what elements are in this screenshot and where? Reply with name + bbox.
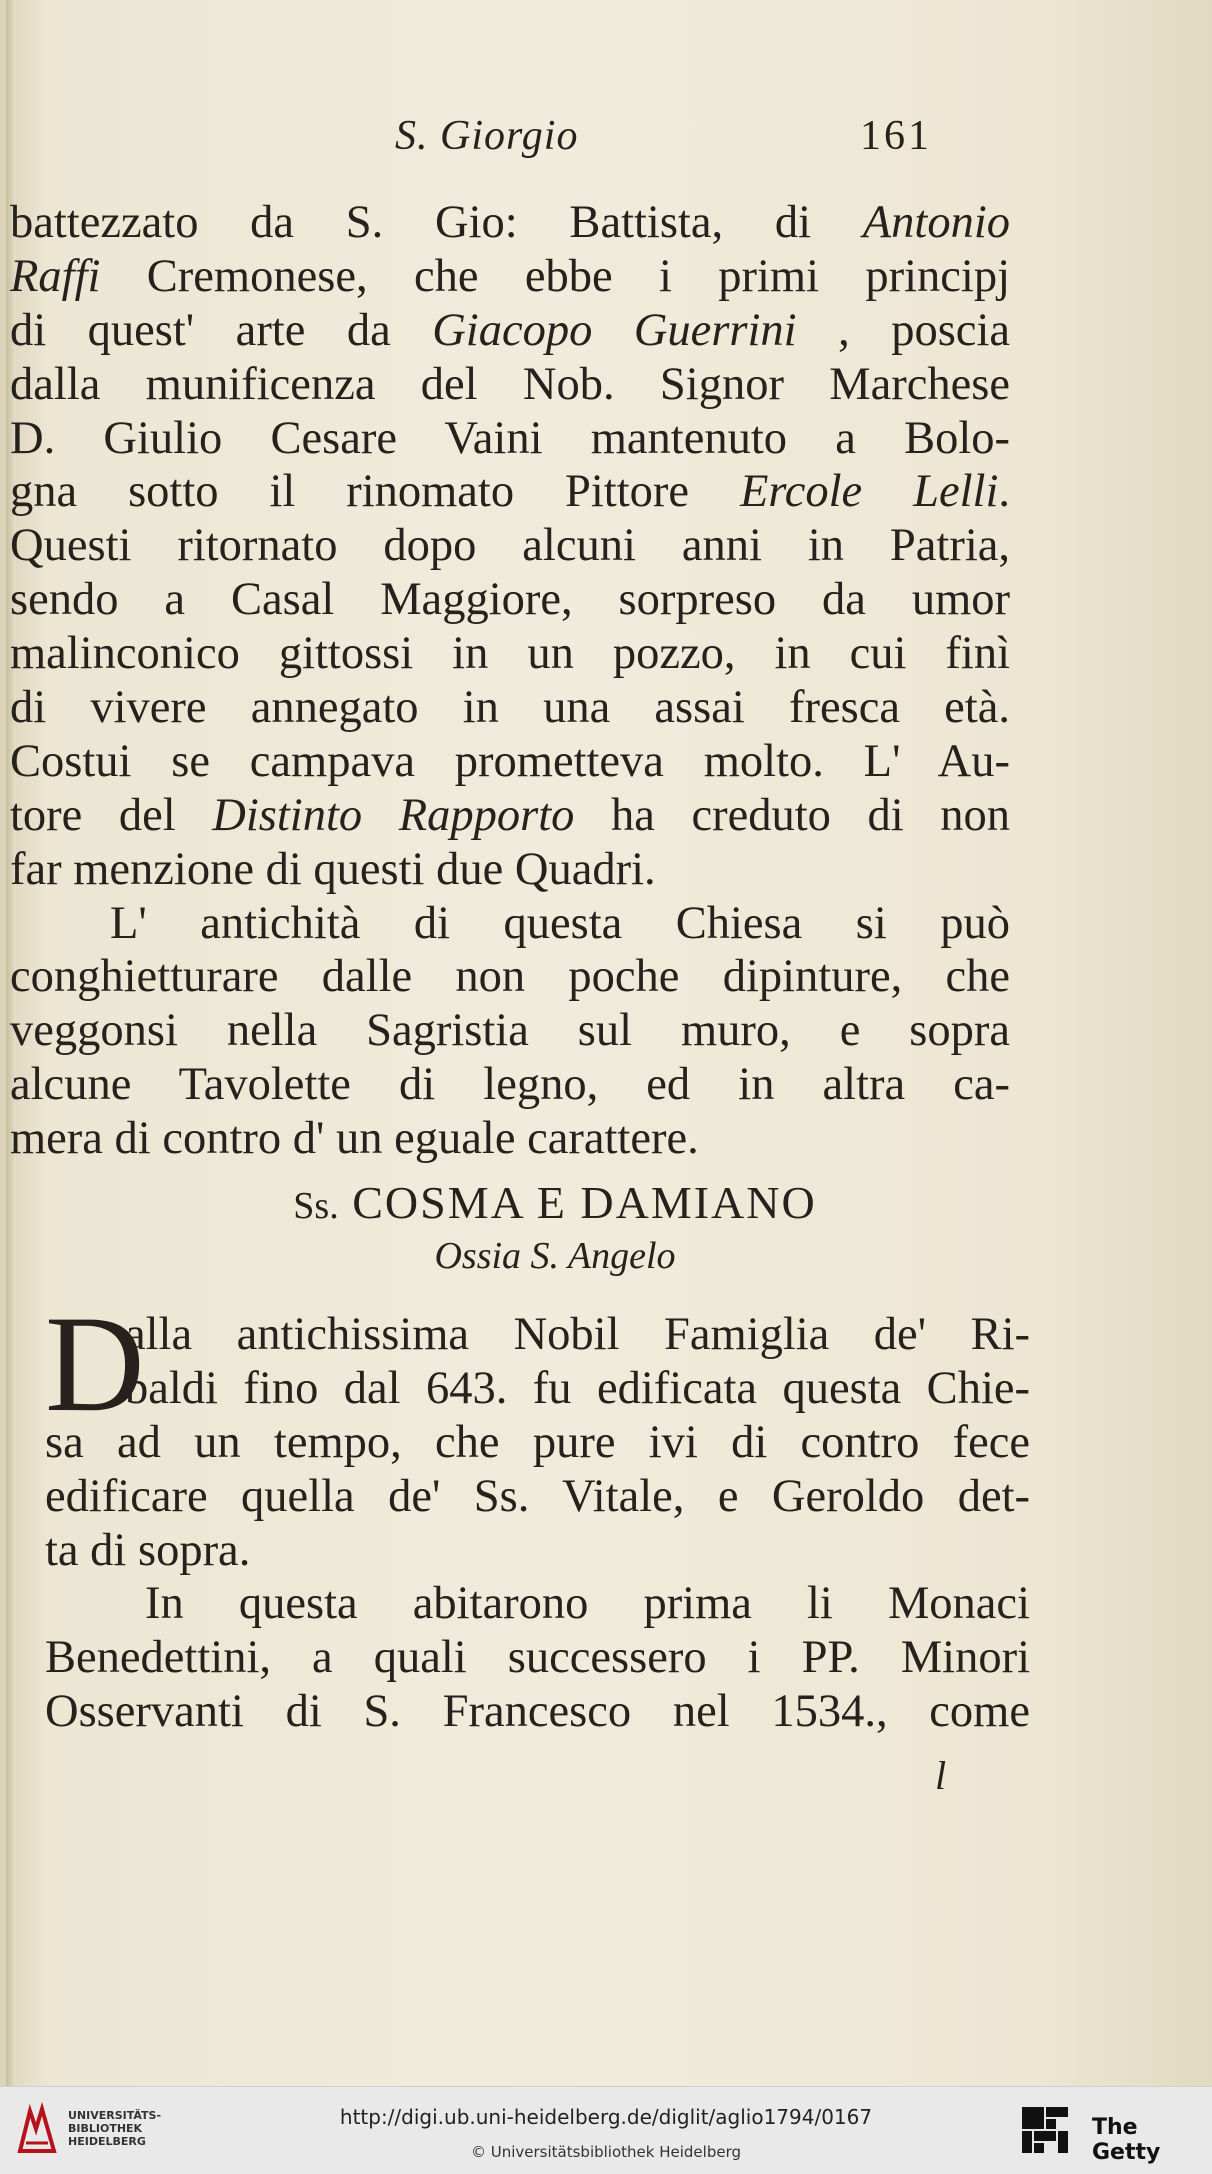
text-line: di vivere annegato in una assai fresca età. [10, 682, 1010, 734]
paragraph-3 [45, 1287, 1030, 1577]
running-head [0, 112, 1212, 172]
text-line: sa ad un tempo, che pure ivi di contro fece [45, 1416, 1030, 1468]
section-title: Ss. COSMA E DAMIANO [293, 1177, 817, 1228]
text-line: In questa abitarono prima li Monaci [145, 1578, 1030, 1630]
text-line: Costui se campava prometteva molto. L' Au- [10, 735, 1010, 787]
text-line: L' antichità di questa Chiesa si può [110, 897, 1010, 949]
text-line: veggonsi nella Sagristia sul muro, e sopra [10, 1005, 1010, 1057]
text-line: tore del Distinto Rapporto ha creduto di non [10, 789, 1010, 841]
permalink[interactable]: http://digi.ub.uni-heidelberg.de/diglit/aglio1794/0167 [339, 2105, 873, 2129]
drop-cap: D [45, 1287, 145, 1440]
text-line: Benedettini, a quali successero i PP. Minori [45, 1632, 1030, 1684]
text-line: Osservanti di S. Francesco nel 1534., come [45, 1686, 1030, 1738]
text-line: far menzione di questi due Quadri. [10, 843, 656, 895]
text-line: alla antichissima Nobil Famiglia de' Ri- [125, 1309, 1030, 1360]
text-line: edificare quella de' Ss. Vitale, e Geroldo det- [45, 1470, 1030, 1522]
page-number: 161 [860, 113, 932, 159]
viewer-footer [0, 2086, 1212, 2174]
text-line: ta di sopra. [45, 1524, 251, 1576]
getty-logo-icon [1020, 2105, 1070, 2157]
section-heading [0, 1175, 1212, 1281]
partner-name: The Getty [1092, 2115, 1161, 2165]
body-text-top [10, 196, 1010, 1166]
text-line: alcune Tavolette di legno, ed in altra ca- [10, 1059, 1010, 1111]
paragraph-1 [10, 196, 1010, 897]
text-line: D. Giulio Cesare Vaini mantenuto a Bolo- [10, 412, 1010, 464]
text-line: mera di contro d' un eguale carattere. [10, 1113, 699, 1165]
paragraph-2 [10, 897, 1010, 1166]
text-line: malinconico gittossi in un pozzo, in cui finì [10, 628, 1010, 680]
running-head-title: S. Giorgio [395, 113, 579, 159]
text-line: Raffi Cremonese, che ebbe i primi principj [10, 250, 1010, 302]
text-line: sendo a Casal Maggiore, sorpreso da umor [10, 574, 1010, 626]
copyright-notice: © Universitätsbibliothek Heidelberg [470, 2143, 741, 2161]
body-text-bottom [45, 1287, 1030, 1739]
text-line: conghietturare dalle non poche dipinture, che [10, 951, 1010, 1003]
text-line: dalla munificenza del Nob. Signor Marchese [10, 358, 1010, 410]
paragraph-4 [45, 1577, 1030, 1739]
text-line: battezzato da S. Gio: Battista, di Antonio [10, 197, 1010, 248]
institution-name: UNIVERSITÄTS- BIBLIOTHEK HEIDELBERG [68, 2109, 162, 2148]
text-line: baldi fino dal 643. fu edificata questa Chie- [125, 1362, 1030, 1414]
catchword: l [935, 1753, 947, 1798]
text-line: di quest' arte da Giacopo Guerrini , poscia [10, 304, 1011, 356]
text-line: Questi ritornato dopo alcuni anni in Patria, [10, 520, 1010, 572]
text-line: gna sotto il rinomato Pittore Ercole Lelli. [10, 466, 1010, 518]
section-subtitle: Ossia S. Angelo [434, 1235, 676, 1277]
